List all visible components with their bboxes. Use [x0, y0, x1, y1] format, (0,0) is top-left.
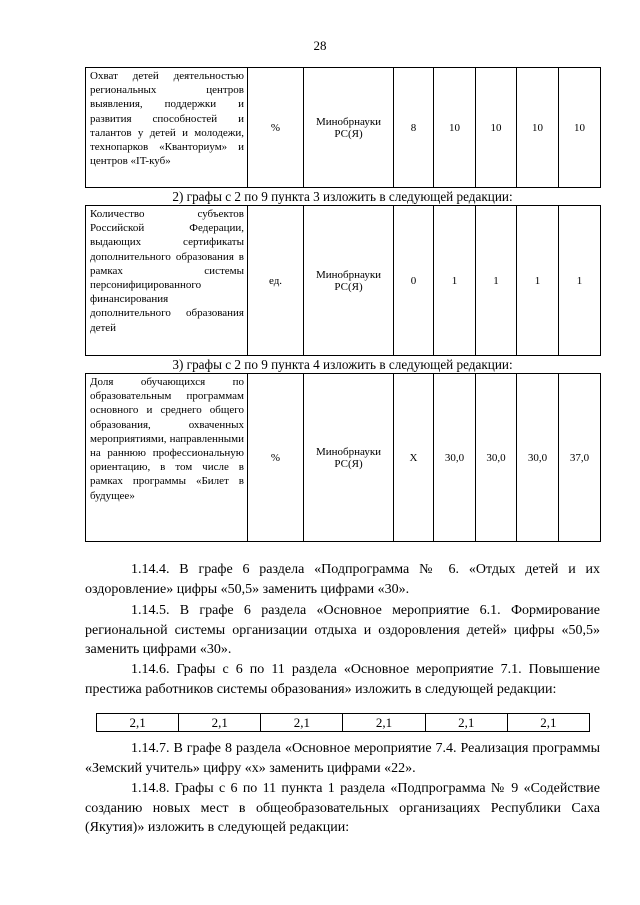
value-cell: 0 [394, 206, 434, 356]
instruction-note: 3) графы с 2 по 9 пункта 4 изложить в следующей редакции: [172, 357, 513, 372]
value-cell: 2,1 [425, 714, 507, 732]
unit-cell: ед. [248, 206, 304, 356]
responsible-org-cell: Минобрнауки РС(Я) [304, 68, 394, 188]
value-cell: 10 [476, 68, 517, 188]
paragraph-1-14-6: 1.14.6. Графы с 6 по 11 раздела «Основное мероприятие 7.1. Повышение престижа работников системы образования» изложить в следующей редакции: [85, 662, 600, 697]
value-cell: 8 [394, 68, 434, 188]
value-cell: 2,1 [507, 714, 589, 732]
paragraph-1-14-8: 1.14.8. Графы с 6 по 11 пункта 1 раздела «Подпрограмма № 9 «Содействие созданию новых мест в общеобразовательных организациях Республики Саха (Якутия)» изложить в следующей редакции: [85, 781, 600, 835]
value-cell: 2,1 [179, 714, 261, 732]
instruction-note: 2) графы с 2 по 9 пункта 3 изложить в следующей редакции: [172, 189, 513, 204]
table-career-guidance-share [85, 373, 601, 542]
paragraph-1-14-5: 1.14.5. В графе 6 раздела «Основное мероприятие 6.1. Формирование региональной системы организации отдыха и оздоровления детей» цифры «50,5» заменить цифрами «30». [85, 603, 600, 657]
indicator-description: Количество субъектов Российской Федерации, выдающих сертификаты дополнительного образования в рамках системы персонифицированного финансирования дополнительного образования детей [86, 206, 248, 356]
value-cell: 2,1 [343, 714, 425, 732]
value-cell: 1 [476, 206, 517, 356]
value-cell: Х [394, 374, 434, 542]
page-number: 28 [313, 38, 327, 53]
value-cell: 30,0 [434, 374, 476, 542]
value-cell: 30,0 [517, 374, 559, 542]
value-cell: 10 [517, 68, 559, 188]
paragraph-1-14-4: 1.14.4. В графе 6 раздела «Подпрограмма № 6. «Отдых детей и их оздоровление» цифры «50,5» заменить цифрами «30». [85, 562, 600, 597]
value-cell: 2,1 [261, 714, 343, 732]
value-cell: 1 [559, 206, 601, 356]
paragraph-1-14-7: 1.14.7. В графе 8 раздела «Основное мероприятие 7.4. Реализация программы «Земский учитель» цифру «х» заменить цифрами «22». [85, 741, 600, 776]
table-certificates-regions [85, 205, 601, 356]
value-cell: 10 [559, 68, 601, 188]
unit-cell: % [248, 68, 304, 188]
indicator-description: Доля обучающихся по образовательным программам основного и среднего общего образования, охваченных мероприятиями, направленными на раннюю профессиональную ориентацию, в том числе в рамках программы «Билет в будущее» [86, 374, 248, 542]
value-cell: 30,0 [476, 374, 517, 542]
unit-cell: % [248, 374, 304, 542]
value-cell: 1 [517, 206, 559, 356]
responsible-org-cell: Минобрнауки РС(Я) [304, 206, 394, 356]
responsible-org-cell: Минобрнауки РС(Я) [304, 374, 394, 542]
value-cell: 2,1 [97, 714, 179, 732]
value-cell: 10 [434, 68, 476, 188]
table-prestige-values [96, 713, 590, 732]
indicator-description: Охват детей деятельностью региональных центров выявления, поддержки и развития способностей и талантов у детей и молодежи, технопарков «Кванториум» и центров «IT-куб» [86, 68, 248, 188]
table-coverage-talent-centers [85, 67, 601, 188]
value-cell: 1 [434, 206, 476, 356]
value-cell: 37,0 [559, 374, 601, 542]
